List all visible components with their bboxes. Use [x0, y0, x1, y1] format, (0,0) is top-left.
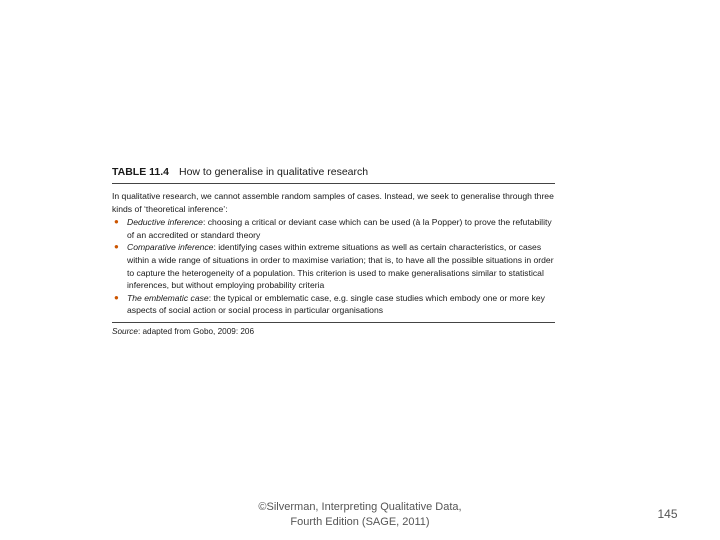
table-11-4: [112, 164, 555, 338]
table-caption: How to generalise in qualitative research: [179, 166, 369, 178]
list-item: [112, 241, 555, 291]
item-text: : choosing a critical or deviant case which can be used (à la Popper) to prove the refutability of an accredited or standard theory: [127, 217, 552, 240]
item-text: : the typical or emblematic case, e.g. single case studies which embody one or more key aspects of social action or social process in particular organisations: [127, 292, 545, 316]
footer-line-2: Fourth Edition (SAGE, 2011): [290, 516, 430, 528]
item-term: Deductive inference: [127, 217, 203, 228]
item-term: Comparative inference: [127, 242, 214, 253]
bullet-icon: ●: [114, 292, 119, 302]
table-body: [112, 184, 555, 317]
item-term: The emblematic case: [127, 292, 209, 303]
list-item: [112, 216, 555, 241]
table-title: [112, 164, 555, 181]
source-label: Source: [112, 326, 138, 336]
table-number: TABLE 11.4: [112, 166, 169, 178]
source-note: [112, 323, 555, 338]
footer-line-1: ©Silverman, Interpreting Qualitative Data,: [258, 501, 462, 513]
page-number: 145: [657, 507, 678, 521]
footer-citation: [230, 500, 490, 530]
intro-text: In qualitative research, we cannot assemble random samples of cases. Instead, we seek to generalise through three kinds of ‘theoretical inference’:: [112, 191, 554, 214]
list-item: [112, 292, 555, 317]
bullet-icon: ●: [114, 217, 119, 227]
source-text: : adapted from Gobo, 2009: 206: [137, 326, 255, 336]
item-text: : identifying cases within extreme situations as well as certain characteristics, or cases within a wide range of situations in order to maximise variation; that is, to have all the possible situations in order to capture the heterogeneity of a population. This criterion is used to make generalisations similar to statistical inferences, but without employing probability criteria: [127, 242, 554, 291]
inference-list: [112, 216, 555, 317]
bullet-icon: ●: [114, 242, 119, 252]
